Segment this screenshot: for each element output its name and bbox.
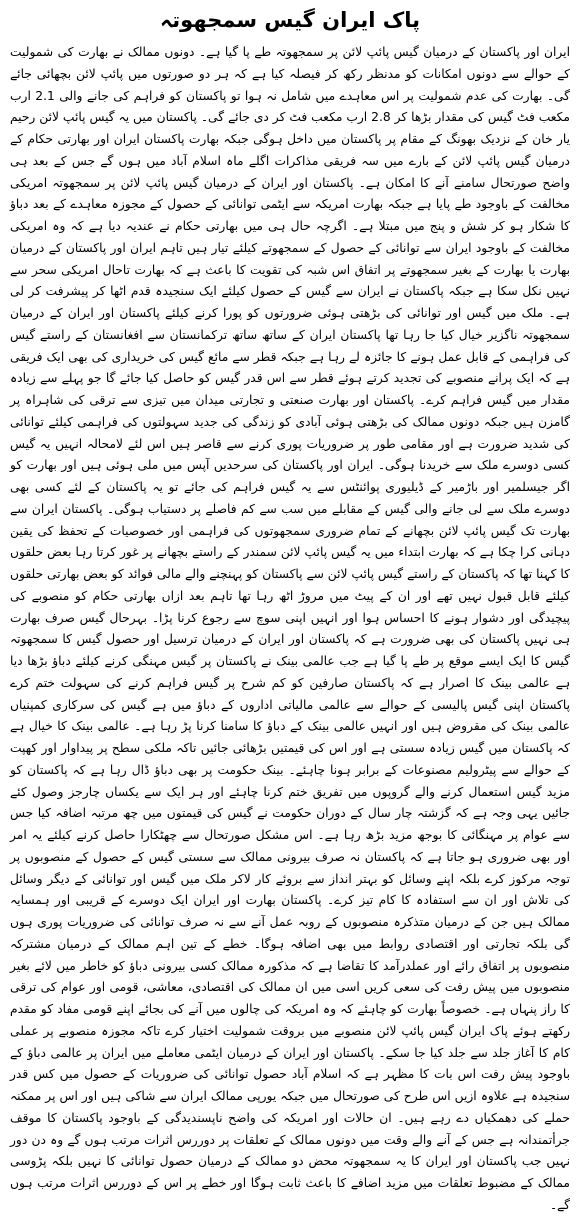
article-body: ایران اور پاکستان کے درمیان گیس پائپ لائن پر سمجھوتہ طے پا گیا ہے۔ دونوں ممالک نے بھارت کی شمولیت کے حوالے سے دونوں امکانات کو مدنظر رکھ کر فیصلہ کیا ہے کہ ہر دو صورتوں میں پائپ لائن بچھائی جائے گی۔ بھارت کی عدم شمولیت پر اس معاہدے میں شامل نہ ہوا تو پاکستان کو فراہم کی جانے والی 2.1 ارب مکعب فٹ گیس کی مقدار بڑھا کر 2.8 ارب مکعب فٹ کر دی جائے گی۔ پاکستان میں یہ گیس پائپ لائن رحیم یار خان کے نزدیک بھونگ کے مقام پر پاکستان میں داخل ہوگی جبکہ بھارت پاکستان ایران اور بھارتی حکام کے درمیان گیس پائپ لائن کے بارے میں سہ فریقی مذاکرات اگلے ماہ اسلام آباد میں ہوں گے جس کے بعد ہی واضح صورتحال سامنے آنے کا امکان ہے۔ پاکستان اور ایران کے درمیان گیس پائپ لائن پر سمجھوتہ امریکی مخالفت کے باوجود طے پایا ہے جبکہ بھارت امریکہ سے ایٹمی توانائی کے حصول کے مجوزہ معاہدے کے بعد دباؤ کا شکار ہو کر شش و پنج میں مبتلا ہے۔ اگرچہ حال ہی میں بھارتی حکام نے عندیہ دیا ہے کہ وہ امریکی مخالفت کے باوجود ایران سے توانائی کے حصول کے سمجھوتے کیلئے تیار ہیں تاہم ایران اور پاکستان کے درمیان بھارت یا بھارت کے بغیر سمجھوتے پر اتفاق اس شبہ کی تقویت کا باعث ہے کہ بھارت تاحال امریکی سحر سے نہیں نکل سکا ہے جبکہ پاکستان نے ایران سے گیس کے حصول کیلئے ایک سنجیدہ قدم اٹھا کر پیشرفت کر لی ہے۔ ملک میں گیس اور توانائی کی بڑھتی ہوئی ضرورتوں کو پورا کرنے کیلئے پاکستان اور ایران کے درمیان سمجھوتہ ناگزیر خیال کیا جا رہا تھا پاکستان ایران کے ساتھ ساتھ ترکمانستان سے افغانستان کے راستے گیس کی فراہمی کے قابل عمل ہونے کا جائزہ لے رہا ہے جبکہ قطر سے مائع گیس کی خریداری کی بھی ایک فریقی ہے کہ ایک پرانے منصوبے کی تجدید کرتے ہوئے قطر سے اس قدر گیس کو حاصل کیا جائے گا جو پہلے سے زیادہ مقدار میں گیس فراہم کرے۔ پاکستان اور بھارت صنعتی و تجارتی میدان میں تیزی سے ترقی کی شاہراہ پر گامزن ہیں جبکہ دونوں ممالک کی بڑھتی ہوئی آبادی کو زندگی کی جدید سہولتوں کی فراہمی کیلئے توانائی کی شدید ضرورت ہے اور مقامی طور پر ضروریات پوری کرنے سے قاصر ہیں اس لئے لامحالہ انہیں یہ گیس کسی دوسرے ملک سے خریدنا ہوگی۔ ایران اور پاکستان کی سرحدیں آپس میں ملی ہوئی ہیں اور بھارت کو اگر جیسلمیر اور باڑمیر کے ڈیلیوری پوائنٹس سے یہ گیس فراہم کی جائے تو یہ پاکستان کے لئے کسی بھی دوسرے ملک سے لی جانے والی گیس کے مقابلے میں سب سے کم فاصلے پر دستیاب ہوگی۔ پاکستان ایران سے بھارت تک گیس پائپ لائن بچھانے کے تمام ضروری سمجھوتوں کی فراہمی اور خصوصیات کے تحفظ کی یقین دہانی کرا چکا ہے کہ بھارت ابتداء میں یہ گیس پائپ لائن سمندر کے راستے بچھانے پر غور کرتا رہا بعض حلقوں کا کہنا تھا کہ پاکستان کے راستے گیس پائپ لائن سے پاکستان کو پہنچنے والے مالی فوائد کو بعض بھارتی حلقوں کیلئے قابل قبول نہیں تھے اور ان کے پیٹ میں مروڑ اٹھ رہا تھا تاہم بعد ازاں بھارتی حکام کو منصوبے کی پیچیدگی اور دشوار ہونے کا احساس ہوا اور انہیں اپنی سوچ سے رجوع کرنا پڑا۔ بہرحال گیس صرف بھارت ہی نہیں پاکستان کی بھی ضرورت ہے کہ پاکستان اور ایران کے درمیان ترسیل اور حصول گیس کا سمجھوتہ گیس کا ایک ایسے موقع پر طے پا گیا ہے جب عالمی بینک نے پاکستان پر گیس مہنگی کرنے کیلئے دباؤ بڑھا دیا ہے عالمی بینک کا اصرار ہے کہ پاکستان صارفین کو کم شرح پر گیس فراہم کرنے کی سہولت ختم کرے پاکستان اپنی گیس پالیسی کے حوالے سے عالمی مالیاتی اداروں کے دباؤ میں ہے گیس کی سرکاری کمپنیاں عالمی بینک کی مقروض ہیں اور انہیں عالمی بینک کے دباؤ کا سامنا کرنا پڑ رہا ہے۔ عالمی بینک کا خیال ہے کہ پاکستان میں گیس زیادہ سستی ہے اور اس کی قیمتیں بڑھائی جائیں تاکہ ملکی سطح پر پیداوار اور کھپت کے حوالے سے پیٹرولیم مصنوعات کے برابر ہونا چاہئے۔ بینک حکومت پر بھی دباؤ ڈال رہا ہے کہ پاکستان کو مزید گیس استعمال کرنے والے گروپوں میں تفریق ختم کرنا چاہئے اور ہر ایک سے یکساں چارجز وصول کئے جائیں یہی وجہ ہے کہ گزشتہ چار سال کے دوران حکومت نے گیس کی قیمتوں میں چھ مرتبہ اضافہ کیا جس سے عوام پر مہنگائی کا بوجھ مزید بڑھ رہا ہے۔ اس مشکل صورتحال سے چھٹکارا حاصل کرنے کیلئے یہ امر اور بھی ضروری ہو جاتا ہے کہ پاکستان نہ صرف بیرونی ممالک سے سستی گیس کے حصول کے منصوبوں پر توجہ مرکوز کرے بلکہ اپنے وسائل کو بہتر انداز سے بروئے کار لاکر ملک میں گیس اور توانائی کے دیگر وسائل کی تلاش اور ان سے استفادہ کا کام تیز کرے۔ پاکستان بھارت اور ایران ایک دوسرے کے قریبی اور ہمسایہ ممالک ہیں جن کے درمیان متذکرہ منصوبوں کے روبہ عمل آنے سے نہ صرف توانائی کی ضروریات پوری ہوں گی بلکہ تجارتی اور اقتصادی روابط میں بھی اضافہ ہوگا۔ خطے کے تین اہم ممالک کے درمیان مشترکہ منصوبوں پر اتفاق رائے اور عملدرآمد کا تقاضا ہے کہ مذکورہ ممالک کسی بیرونی دباؤ کو خاطر میں لائے بغیر منصوبوں میں پیش رفت کی سعی کریں اسی میں ان ممالک کی اقتصادی، معاشی، قومی اور عوام کی ترقی کا راز پنہاں ہے۔ خصوصاً بھارت کو چاہئے کہ وہ امریکہ کی چالوں میں آنے کی بجائے اپنے قومی مفاد کو مقدم رکھتے ہوئے پاک ایران گیس پائپ لائن منصوبے میں بروقت شمولیت اختیار کرے تاکہ مجوزہ منصوبے پر عملی کام کا آغاز جلد سے جلد کیا جا سکے۔ پاکستان اور ایران کے درمیان ایٹمی معاملے میں ایران پر عالمی دباؤ کے باوجود پیش رفت اس بات کا مظہر ہے کہ اسلام آباد حصول توانائی کی ضروریات کے حصول میں کس قدر سنجیدہ ہے علاوہ ازیں اس طرح کی صورتحال میں جبکہ یورپی ممالک ایران سے شاکی ہیں اور اس پر ممکنہ حملے کی دھمکیاں دے رہے ہیں۔ ان حالات اور امریکہ کی واضح ناپسندیدگی کے باوجود پاکستان کا موقف جرأتمندانہ ہے جس کے آنے والے وقت میں دونوں ممالک کے تعلقات پر دوررس اثرات مرتب ہوں گے وہ دن دور نہیں جب پاکستان اور ایران کا یہ سمجھوتہ محض دو ممالک کے درمیان حصول توانائی کا نہیں بلکہ پڑوسی ممالک کے مضبوط تعلقات میں مزید اضافے کا باعث ثابت ہوگا اور خطے پر اس کے دوررس اثرات مرتب ہوں گے۔ <box>10 45 570 1212</box>
article-headline: پاک ایران گیس سمجھوتہ <box>159 8 421 32</box>
